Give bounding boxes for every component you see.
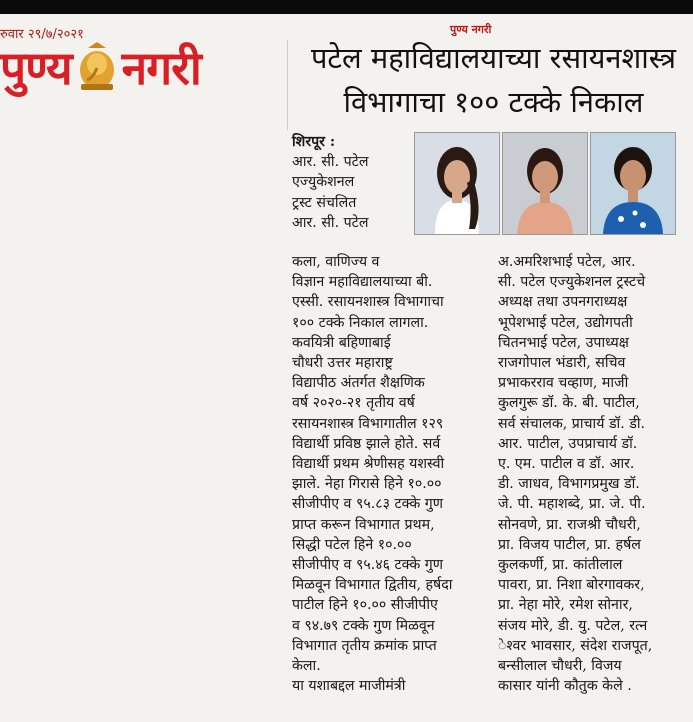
article-line: विज्ञान महाविद्यालयाच्या बी. [292,274,433,291]
article-line: चौधरी उत्तर महाराष्ट्र [292,355,393,372]
article-line: चितनभाई पटेल, उपाध्यक्ष [498,334,629,351]
article-line: सीजीपीए व ९५.८३ टक्के गुण [292,496,444,513]
article-line: सिद्धी पटेल हिने १०.०० [292,536,412,553]
article-line: बन्सीलाल चौधरी, विजय [498,658,622,675]
article-line: सीजीपीए व ९५.४६ टक्के गुण [292,557,444,574]
article-line: प्रभाकरराव चव्हाण, माजी [498,375,629,392]
issue-date: रुवार २९/७/२०२१ [0,27,84,42]
masthead [0,14,280,114]
student-photo-1 [414,132,500,235]
article-line: अध्यक्ष तथा उपनगराध्यक्ष [498,294,628,311]
article-line: प्राप्त करून विभागात प्रथम, [292,516,435,533]
article-line: प्रा. नेहा मोरे, रमेश सोनार, [498,597,633,614]
article-line: कला, वाणिज्य व [292,254,380,270]
headline-line-2: विभागाचा १०० टक्के निकाल [343,85,644,119]
article-line: संजय मोरे, डी. यु. पटेल, रत्न [498,617,648,634]
article-column-right [498,252,690,696]
article-line: आर. सी. पटेल [292,154,369,171]
newspaper-page [0,14,693,722]
article-intro [292,132,410,233]
article-line: आर. पाटील, उपप्राचार्य डॉ. [498,435,638,452]
article-line: ट्रस्ट संचलित [292,194,357,211]
article-line: विद्यार्थी प्रथम श्रेणीसह यशस्वी [292,456,445,473]
article-line: रसायनशास्त्र विभागातील १२९ [292,415,444,432]
article-line: या यशाबद्दल माजीमंत्री [292,678,406,695]
article-line: ए. एम. पाटील व डॉ. आर. [498,456,635,473]
article-line: जे. पी. महाशब्दे, प्रा. जे. पी. [498,496,646,513]
article-line: शिरपूर : [292,134,336,150]
article-line: राजगोपाल भंडारी, सचिव [498,355,626,372]
brand-right: नगरी [121,41,201,95]
article-line: एज्युकेशनल [292,174,355,191]
article-line: मिळवून विभागात द्वितीय, हर्षदा [292,577,453,594]
column-divider [287,40,288,130]
article-line: कवयित्री बहिणाबाई [292,334,391,351]
article-line: कुलगुरू डॉ. के. बी. पाटील, [498,395,640,412]
article-line: सी. पटेल एज्युकेशनल ट्रस्टचे [498,274,646,291]
headline [296,36,691,124]
ganesh-emblem-icon [74,40,120,92]
article-line: भूपेशभाई पटेल, उद्योगपती [498,314,633,331]
headline-line-1: पटेल महाविद्यालयाच्या रसायनशास्त्र [310,41,677,75]
article-line: कासार यांनी कौतुक केले . [498,678,632,695]
article-line: सर्व संचालक, प्राचार्य डॉ. डी. [498,415,646,432]
student-photo-3 [590,132,676,235]
article-line: एस्सी. रसायनशास्त्र विभागाचा [292,294,444,311]
article-line: विद्यापीठ अंतर्गत शैक्षणिक [292,375,425,392]
article-line: अ.अमरिशभाई पटेल, आर. [498,254,636,270]
article-line: विद्यार्थी प्रविष्ठ झाले होते. सर्व [292,435,441,452]
article-line: वर्ष २०२०-२१ तृतीय वर्ष [292,395,415,412]
article-line: १०० टक्के निकाल लागला. [292,314,429,331]
article-line: सोनवणे, प्रा. राजश्री चौधरी, [498,516,641,533]
article-line: केला. [292,658,321,675]
article-line: डी. जाधव, विभागप्रमुख डॉ. [498,476,640,493]
article-line: पावरा, प्रा. निशा बोरगावकर, [498,577,645,594]
article-line: विभागात तृतीय क्रमांक प्राप्त [292,637,437,654]
article-line: झाले. नेहा गिरासे हिने १०.०० [292,476,442,493]
article-line: पाटील हिने १०.०० सीजीपीए [292,597,438,614]
section-logo: पुण्य नगरी [450,23,492,36]
newspaper-logo [0,36,201,98]
article-line: प्रा. विजय पाटील, प्रा. हर्षल [498,536,641,553]
brand-left: पुण्य [0,41,72,95]
article-line: आर. सी. पटेल [292,214,369,231]
student-photo-2 [502,132,588,235]
article-column-left [292,252,490,696]
article-line: कुलकर्णी, प्रा. कांतीलाल [498,557,623,574]
article-line: ेश्वर भावसार, संदेश राजपूत, [498,637,653,654]
article-line: व ९४.७९ टक्के गुण मिळवून [292,617,435,634]
